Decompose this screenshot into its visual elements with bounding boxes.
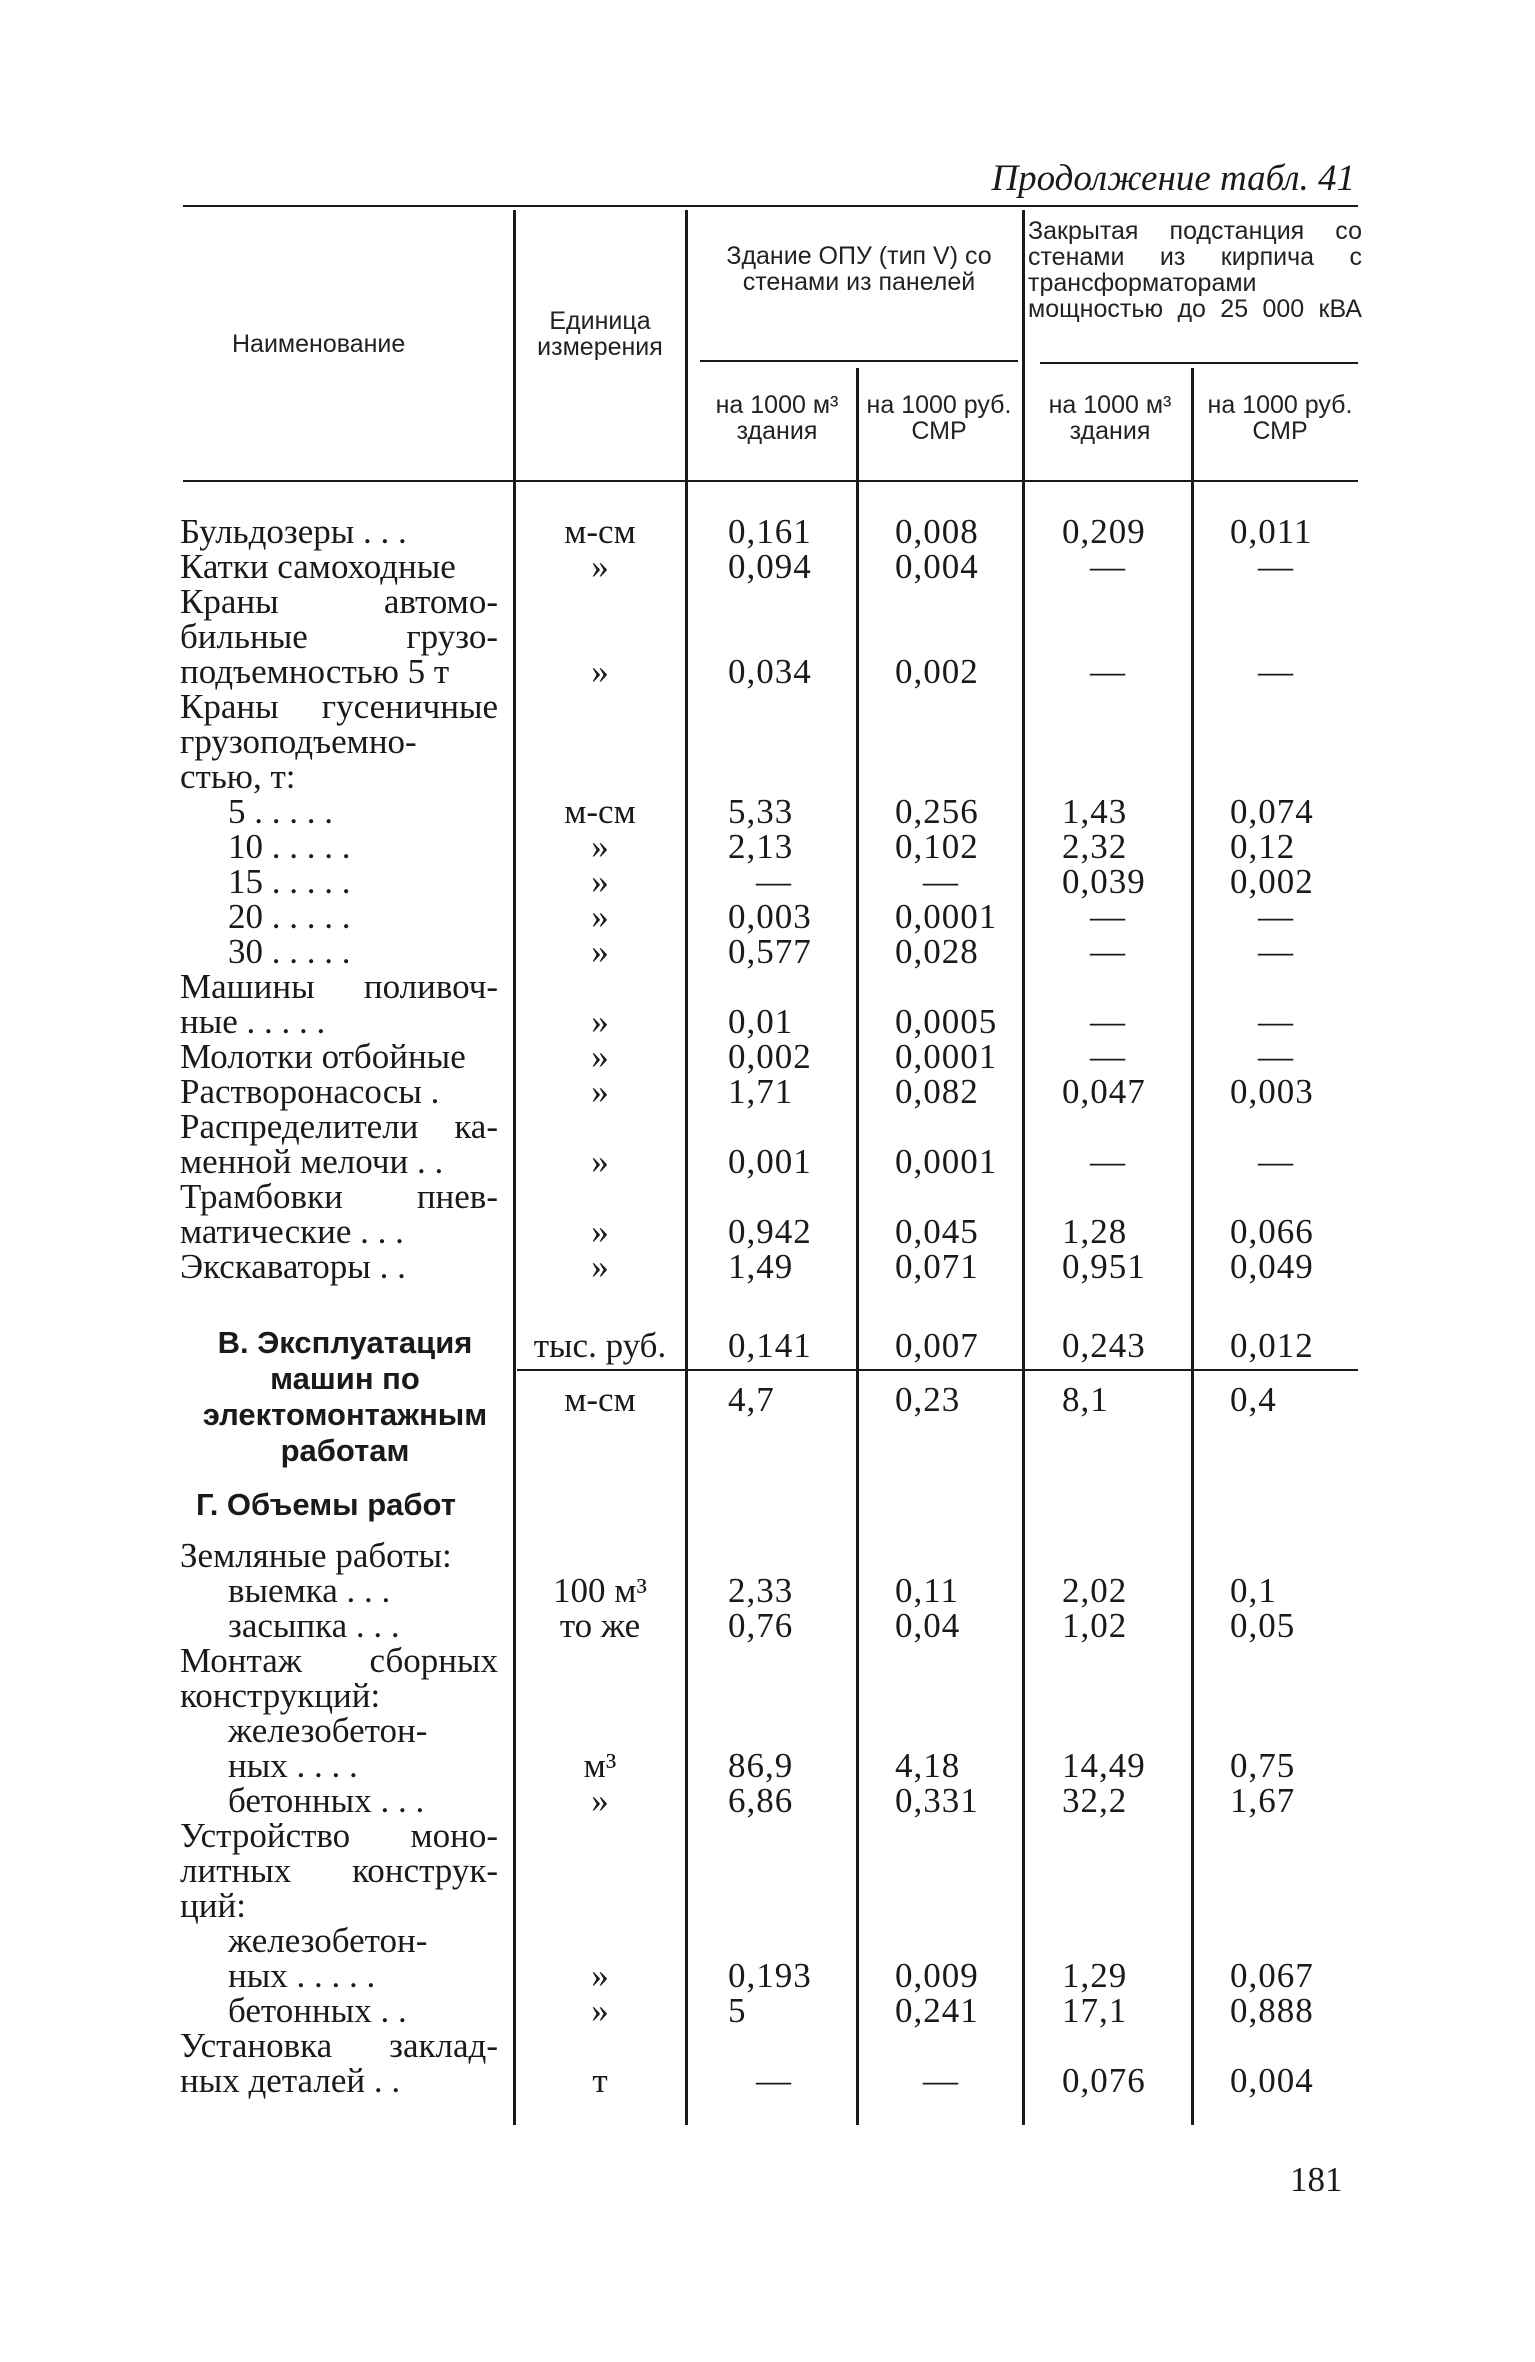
row-value-2: 0,082 <box>895 1072 979 1111</box>
row-name-line: бетонных . . . <box>228 1781 425 1820</box>
row-value-4: 0,067 <box>1230 1956 1314 1995</box>
row-value-2: 0,0001 <box>895 897 998 936</box>
row-unit: » <box>591 1956 609 1995</box>
row-value-1: 1,49 <box>728 1247 794 1286</box>
row-value-4: 0,75 <box>1230 1746 1296 1785</box>
row-value-2: 0,002 <box>895 652 979 691</box>
row-unit: 100 м³ <box>553 1571 647 1610</box>
row-unit: то же <box>559 1606 641 1645</box>
row-name-line: Краны автомо- <box>180 582 498 621</box>
col-rule-3 <box>856 368 859 2125</box>
row-value-1: 0,193 <box>728 1956 812 1995</box>
section-v-line: машин по <box>270 1361 420 1396</box>
row-value-2: 4,18 <box>895 1746 961 1785</box>
row-value-1: 2,33 <box>728 1571 794 1610</box>
row-value-4: — <box>1258 1037 1294 1076</box>
row-name-line: 15 . . . . . <box>228 862 351 901</box>
row-value-3: 2,32 <box>1062 827 1128 866</box>
row-value-3: 0,076 <box>1062 2061 1146 2100</box>
row-value-1: 0,002 <box>728 1037 812 1076</box>
section-v-unit: м-см <box>564 1380 636 1419</box>
col-rule-4 <box>1022 210 1025 2125</box>
row-value-2: 0,004 <box>895 547 979 586</box>
row-name-line: Бульдозеры . . . <box>180 512 407 551</box>
row-unit: » <box>591 1072 609 1111</box>
row-value-2: 0,028 <box>895 932 979 971</box>
section-v-line: В. Эксплуатация <box>217 1325 473 1360</box>
row-value-2: 0,045 <box>895 1212 979 1251</box>
row-value-3: 17,1 <box>1062 1991 1128 2030</box>
row-value-3: — <box>1090 932 1126 971</box>
col-rule-5 <box>1191 368 1194 2125</box>
row-value-3: 0,047 <box>1062 1072 1146 1111</box>
row-value-4: — <box>1258 897 1294 936</box>
row-value-2: 0,008 <box>895 512 979 551</box>
row-name-line: выемка . . . <box>228 1571 391 1610</box>
row-name-line: 20 . . . . . <box>228 897 351 936</box>
row-unit: » <box>591 1247 609 1286</box>
row-name-line: железобетон- <box>228 1711 428 1750</box>
row-value-1: 0,161 <box>728 512 812 551</box>
section-v-line: работам <box>280 1433 410 1468</box>
row-unit: » <box>591 547 609 586</box>
row-name-line: стью, т: <box>180 757 296 796</box>
row-name-line: Машины поливоч- <box>180 967 498 1006</box>
row-value-2: 0,0005 <box>895 1002 998 1041</box>
row-unit: » <box>591 1142 609 1181</box>
row-value-3: 2,02 <box>1062 1571 1128 1610</box>
row-value-3: — <box>1090 1037 1126 1076</box>
header-bottom-rule <box>183 480 1358 482</box>
section-v-value-3: 8,1 <box>1062 1380 1109 1419</box>
row-name-line: Распределители ка- <box>180 1107 498 1146</box>
row-value-4: 0,011 <box>1230 512 1313 551</box>
row-value-2: 0,0001 <box>895 1142 998 1181</box>
row-value-3: 1,29 <box>1062 1956 1128 1995</box>
header-unit: Единица измерения <box>537 307 663 361</box>
header-name: Наименование <box>232 330 406 358</box>
row-name-line: Установка заклад- <box>180 2026 498 2065</box>
row-value-2: 0,11 <box>895 1571 959 1610</box>
section-v-value-2: 0,007 <box>895 1326 979 1365</box>
row-value-1: 0,094 <box>728 547 812 586</box>
row-value-4: 1,67 <box>1230 1781 1296 1820</box>
row-value-3: 0,951 <box>1062 1247 1146 1286</box>
row-value-4: 0,888 <box>1230 1991 1314 2030</box>
row-value-3: — <box>1090 652 1126 691</box>
row-value-4: 0,002 <box>1230 862 1314 901</box>
header-group-2: Закрытая подстанция со стенами из кирпича с трансформаторами мощностью до 25 000 кВА <box>1028 217 1362 323</box>
row-value-1: 0,003 <box>728 897 812 936</box>
row-value-3: 1,02 <box>1062 1606 1128 1645</box>
row-name-line: Экскаваторы . . <box>180 1247 406 1286</box>
row-value-3: 1,28 <box>1062 1212 1128 1251</box>
row-unit: » <box>591 827 609 866</box>
header-sub-3: на 1000 м³ здания <box>1048 391 1172 445</box>
row-value-4: 0,12 <box>1230 827 1296 866</box>
row-name-line: засыпка . . . <box>228 1606 400 1645</box>
row-value-4: 0,066 <box>1230 1212 1314 1251</box>
row-name-line: бильные грузо- <box>180 617 498 656</box>
row-name-line: менной мелочи . . <box>180 1142 444 1181</box>
row-value-1: 1,71 <box>728 1072 794 1111</box>
group-rule-1 <box>700 360 1018 362</box>
row-unit: » <box>591 1781 609 1820</box>
row-value-1: 0,76 <box>728 1606 794 1645</box>
row-name-line: Трамбовки пнев- <box>180 1177 498 1216</box>
row-name-line: Молотки отбойные <box>180 1037 466 1076</box>
row-name-line: Краны гусеничные <box>180 687 498 726</box>
section-v-title <box>180 1325 510 1469</box>
row-value-1: 5 <box>728 1991 747 2030</box>
page-number: 181 <box>1290 2160 1343 2199</box>
row-value-3: — <box>1090 1142 1126 1181</box>
row-value-3: 0,209 <box>1062 512 1146 551</box>
row-value-3: — <box>1090 1002 1126 1041</box>
row-name-line: железобетон- <box>228 1921 428 1960</box>
row-name-line: конструкций: <box>180 1676 381 1715</box>
row-name-line: Монтаж сборных <box>180 1641 498 1680</box>
row-unit: » <box>591 1037 609 1076</box>
row-value-4: — <box>1258 1142 1294 1181</box>
row-name-line: ные . . . . . <box>180 1002 326 1041</box>
row-name-line: 30 . . . . . <box>228 932 351 971</box>
header-sub-2: на 1000 руб. СМР <box>866 391 1012 445</box>
row-name-line: Земляные работы: <box>180 1536 452 1575</box>
section-v-unit: тыс. руб. <box>533 1326 667 1365</box>
table-caption: Продолжение табл. 41 <box>991 158 1355 199</box>
row-value-2: 0,256 <box>895 792 979 831</box>
row-name-line: ных . . . . . <box>228 1956 376 1995</box>
row-unit: м³ <box>583 1746 617 1785</box>
row-value-3: 0,039 <box>1062 862 1146 901</box>
row-value-4: 0,05 <box>1230 1606 1296 1645</box>
row-value-4: — <box>1258 652 1294 691</box>
row-unit: » <box>591 652 609 691</box>
row-value-1: 86,9 <box>728 1746 794 1785</box>
col-rule-2 <box>685 210 688 2125</box>
row-value-2: 0,04 <box>895 1606 961 1645</box>
section-g-title: Г. Объемы работ <box>196 1487 456 1522</box>
row-value-2: 0,102 <box>895 827 979 866</box>
row-unit: » <box>591 932 609 971</box>
row-value-4: 0,003 <box>1230 1072 1314 1111</box>
section-v-value-4: 0,012 <box>1230 1326 1314 1365</box>
row-name-line: литных конструк- <box>180 1851 498 1890</box>
row-value-4: 0,1 <box>1230 1571 1277 1610</box>
row-value-2: 0,0001 <box>895 1037 998 1076</box>
row-value-1: 0,034 <box>728 652 812 691</box>
row-value-3: 1,43 <box>1062 792 1128 831</box>
row-value-1: 0,001 <box>728 1142 812 1181</box>
row-value-2: 0,009 <box>895 1956 979 1995</box>
row-value-2: — <box>923 862 959 901</box>
row-name-line: 10 . . . . . <box>228 827 351 866</box>
row-name-line: ных деталей . . <box>180 2061 401 2100</box>
group-rule-2 <box>1040 362 1358 364</box>
row-value-3: — <box>1090 897 1126 936</box>
section-v-value-2: 0,23 <box>895 1380 961 1419</box>
row-value-1: 6,86 <box>728 1781 794 1820</box>
row-value-3: 14,49 <box>1062 1746 1146 1785</box>
row-value-4: — <box>1258 932 1294 971</box>
row-value-1: — <box>756 2061 792 2100</box>
section-v-rule <box>517 1369 1358 1371</box>
row-unit: » <box>591 862 609 901</box>
row-unit: » <box>591 1991 609 2030</box>
row-value-1: 0,942 <box>728 1212 812 1251</box>
row-value-1: 0,577 <box>728 932 812 971</box>
section-v-value-4: 0,4 <box>1230 1380 1277 1419</box>
row-value-2: 0,331 <box>895 1781 979 1820</box>
row-name-line: 5 . . . . . <box>228 792 333 831</box>
row-value-2: 0,071 <box>895 1247 979 1286</box>
row-unit: » <box>591 897 609 936</box>
row-name-line: грузоподъемно- <box>180 722 417 761</box>
row-value-3: 32,2 <box>1062 1781 1128 1820</box>
row-value-2: 0,241 <box>895 1991 979 2030</box>
row-value-4: — <box>1258 1002 1294 1041</box>
row-name-line: Растворонасосы . <box>180 1072 440 1111</box>
row-value-4: 0,049 <box>1230 1247 1314 1286</box>
header-sub-4: на 1000 руб. СМР <box>1207 391 1353 445</box>
col-rule-1 <box>513 210 516 2125</box>
row-value-4: — <box>1258 547 1294 586</box>
row-unit: т <box>592 2061 608 2100</box>
header-group-1: Здание ОПУ (тип V) со стенами из панелей <box>726 242 992 296</box>
row-value-4: 0,074 <box>1230 792 1314 831</box>
section-v-value-3: 0,243 <box>1062 1326 1146 1365</box>
row-value-1: 0,01 <box>728 1002 794 1041</box>
row-value-1: — <box>756 862 792 901</box>
row-value-1: 2,13 <box>728 827 794 866</box>
row-unit: » <box>591 1002 609 1041</box>
row-name-line: Катки самоходные <box>180 547 456 586</box>
header-sub-1: на 1000 м³ здания <box>715 391 839 445</box>
row-name-line: подъемностью 5 т <box>180 652 450 691</box>
row-value-1: 5,33 <box>728 792 794 831</box>
row-name-line: матические . . . <box>180 1212 404 1251</box>
row-name-line: Устройство моно- <box>180 1816 498 1855</box>
section-v-line: электомонтажным <box>202 1397 488 1432</box>
section-v-value-1: 0,141 <box>728 1326 812 1365</box>
row-name-line: ных . . . . <box>228 1746 358 1785</box>
row-name-line: ций: <box>180 1886 246 1925</box>
top-rule <box>183 205 1358 207</box>
row-unit: м-см <box>564 792 636 831</box>
row-unit: м-см <box>564 512 636 551</box>
row-unit: » <box>591 1212 609 1251</box>
row-name-line: бетонных . . <box>228 1991 407 2030</box>
row-value-4: 0,004 <box>1230 2061 1314 2100</box>
section-v-value-1: 4,7 <box>728 1380 775 1419</box>
row-value-3: — <box>1090 547 1126 586</box>
row-value-2: — <box>923 2061 959 2100</box>
